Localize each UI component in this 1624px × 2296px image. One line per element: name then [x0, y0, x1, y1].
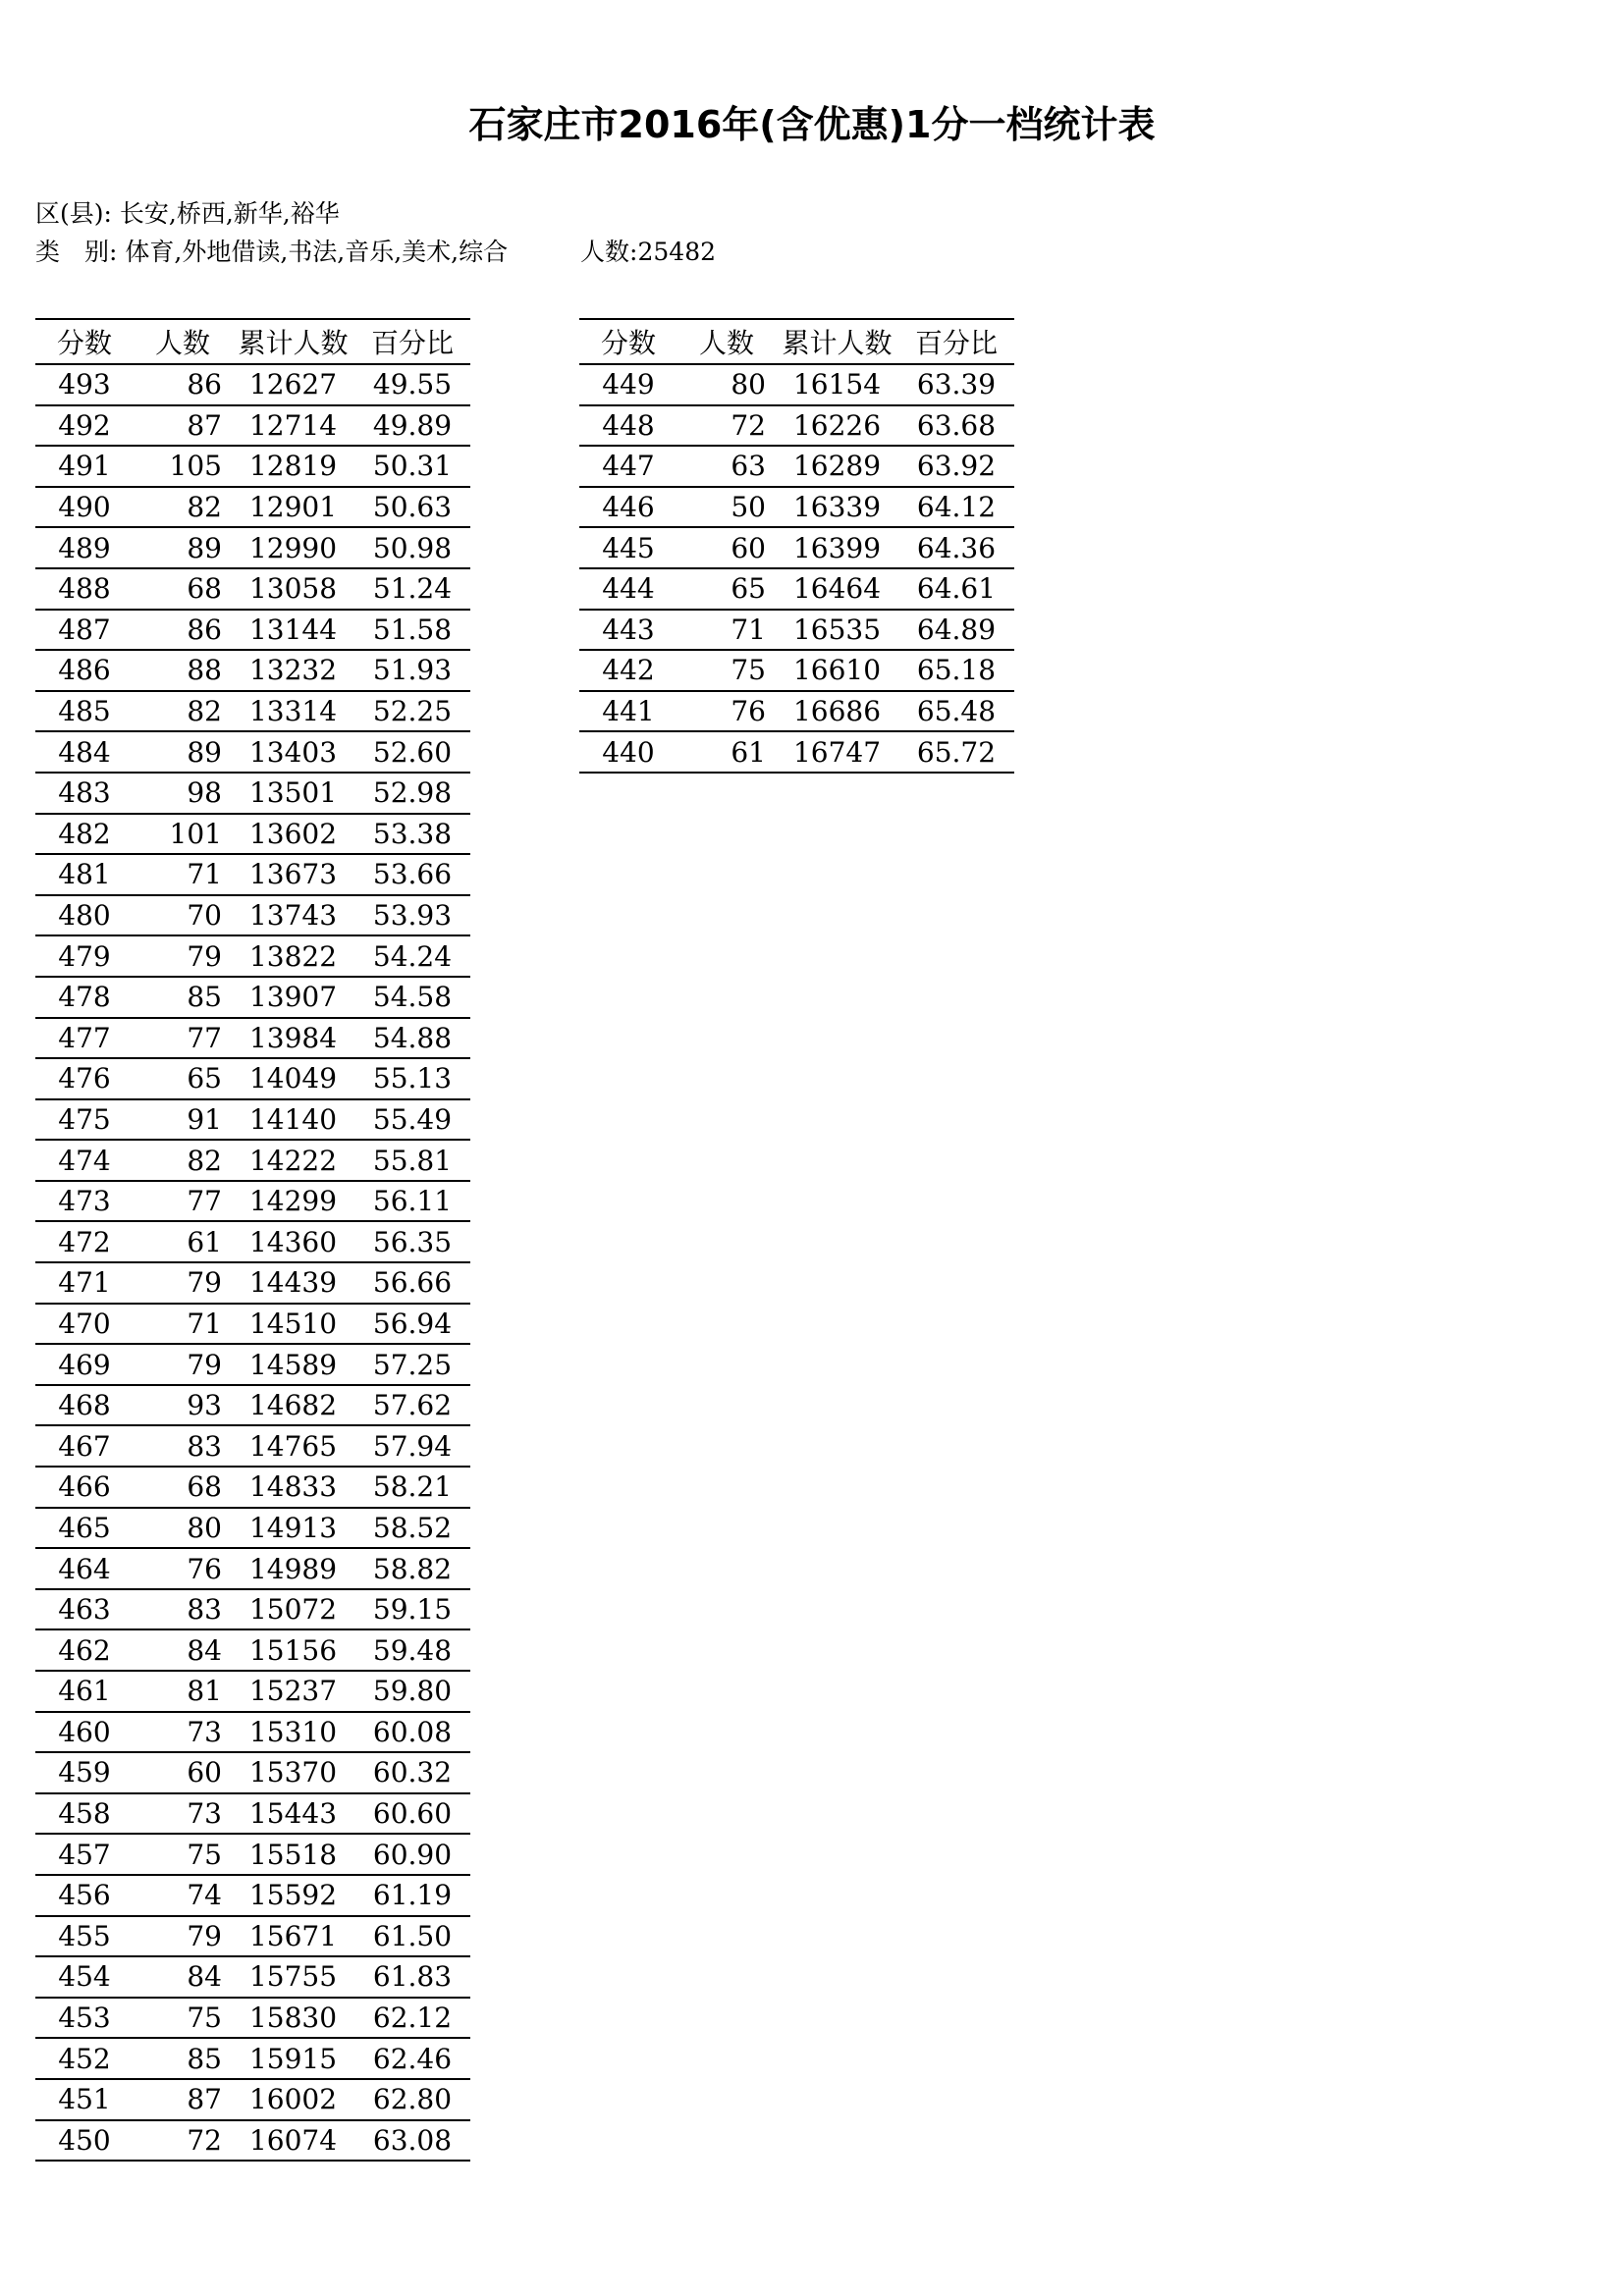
cell-score: 485 — [35, 691, 134, 732]
cell-count: 84 — [134, 1629, 232, 1671]
category-line — [35, 233, 716, 268]
cell-count: 86 — [134, 364, 232, 405]
cell-cumulative: 13907 — [232, 977, 354, 1018]
cell-count: 83 — [134, 1589, 232, 1630]
cell-score: 465 — [35, 1508, 134, 1549]
table-row — [35, 650, 470, 691]
cell-count: 71 — [677, 610, 776, 651]
cell-score: 484 — [35, 731, 134, 773]
cell-percent: 59.15 — [354, 1589, 470, 1630]
cell-cumulative: 16154 — [776, 364, 898, 405]
cell-percent: 58.52 — [354, 1508, 470, 1549]
cell-cumulative: 14913 — [232, 1508, 354, 1549]
cell-percent: 62.12 — [354, 1998, 470, 2039]
header-count: 人数 — [134, 319, 232, 364]
cell-cumulative: 13232 — [232, 650, 354, 691]
header-count: 人数 — [677, 319, 776, 364]
table-row — [35, 1221, 470, 1262]
cell-cumulative: 12901 — [232, 487, 354, 528]
district-value: 长安,桥西,新华,裕华 — [119, 199, 340, 228]
table-row — [35, 1875, 470, 1916]
cell-cumulative: 13314 — [232, 691, 354, 732]
cell-percent: 49.89 — [354, 405, 470, 447]
cell-score: 468 — [35, 1385, 134, 1426]
cell-count: 75 — [677, 650, 776, 691]
cell-percent: 63.08 — [354, 2120, 470, 2162]
cell-count: 61 — [677, 731, 776, 773]
cell-percent: 63.39 — [898, 364, 1014, 405]
cell-percent: 57.62 — [354, 1385, 470, 1426]
cell-count: 77 — [134, 1181, 232, 1222]
cell-count: 76 — [134, 1548, 232, 1589]
cell-percent: 52.25 — [354, 691, 470, 732]
cell-percent: 63.92 — [898, 446, 1014, 487]
cell-cumulative: 16002 — [232, 2079, 354, 2120]
cell-score: 472 — [35, 1221, 134, 1262]
cell-count: 84 — [134, 1956, 232, 1998]
cell-count: 50 — [677, 487, 776, 528]
cell-score: 442 — [579, 650, 677, 691]
cell-cumulative: 13602 — [232, 814, 354, 855]
cell-count: 65 — [134, 1058, 232, 1099]
cell-percent: 50.98 — [354, 527, 470, 568]
cell-cumulative: 12819 — [232, 446, 354, 487]
table-row — [35, 364, 470, 405]
cell-cumulative: 15156 — [232, 1629, 354, 1671]
cell-cumulative: 14360 — [232, 1221, 354, 1262]
cell-score: 486 — [35, 650, 134, 691]
cell-score: 458 — [35, 1793, 134, 1835]
table-row — [35, 1793, 470, 1835]
cell-score: 449 — [579, 364, 677, 405]
cell-score: 467 — [35, 1425, 134, 1467]
cell-score: 480 — [35, 895, 134, 936]
cell-count: 83 — [134, 1425, 232, 1467]
cell-cumulative: 12627 — [232, 364, 354, 405]
count-value: 25482 — [637, 238, 717, 266]
cell-count: 86 — [134, 610, 232, 651]
cell-score: 460 — [35, 1712, 134, 1753]
header-cumulative: 累计人数 — [232, 319, 354, 364]
cell-score: 483 — [35, 773, 134, 814]
cell-percent: 52.60 — [354, 731, 470, 773]
cell-percent: 62.46 — [354, 2038, 470, 2079]
table-row — [579, 568, 1014, 610]
table-row — [35, 895, 470, 936]
cell-count: 72 — [134, 2120, 232, 2162]
score-table-left — [35, 318, 470, 2162]
cell-count: 85 — [134, 2038, 232, 2079]
cell-percent: 51.58 — [354, 610, 470, 651]
table-row — [35, 814, 470, 855]
cell-percent: 54.24 — [354, 935, 470, 977]
cell-cumulative: 14222 — [232, 1140, 354, 1181]
table-row — [35, 1548, 470, 1589]
table-header-row — [35, 319, 470, 364]
cell-cumulative: 14140 — [232, 1099, 354, 1141]
table-row — [35, 1467, 470, 1508]
cell-cumulative: 15518 — [232, 1834, 354, 1875]
cell-percent: 54.88 — [354, 1018, 470, 1059]
cell-count: 68 — [134, 568, 232, 610]
table-row — [579, 650, 1014, 691]
cell-score: 462 — [35, 1629, 134, 1671]
cell-score: 490 — [35, 487, 134, 528]
table-row — [35, 1956, 470, 1998]
cell-score: 440 — [579, 731, 677, 773]
cell-percent: 59.80 — [354, 1671, 470, 1712]
cell-score: 482 — [35, 814, 134, 855]
table-row — [35, 1099, 470, 1141]
table-row — [35, 935, 470, 977]
cell-cumulative: 15237 — [232, 1671, 354, 1712]
cell-cumulative: 14439 — [232, 1262, 354, 1304]
header-score: 分数 — [35, 319, 134, 364]
cell-count: 87 — [134, 2079, 232, 2120]
table-row — [35, 527, 470, 568]
cell-percent: 61.19 — [354, 1875, 470, 1916]
cell-score: 481 — [35, 854, 134, 895]
district-label: 区(县): — [35, 199, 112, 228]
cell-count: 101 — [134, 814, 232, 855]
category-value: 体育,外地借读,书法,音乐,美术,综合 — [125, 238, 509, 266]
cell-cumulative: 15755 — [232, 1956, 354, 1998]
cell-cumulative: 13743 — [232, 895, 354, 936]
cell-count: 98 — [134, 773, 232, 814]
cell-count: 105 — [134, 446, 232, 487]
cell-cumulative: 16399 — [776, 527, 898, 568]
cell-score: 492 — [35, 405, 134, 447]
cell-cumulative: 15830 — [232, 1998, 354, 2039]
table-row — [579, 691, 1014, 732]
cell-percent: 62.80 — [354, 2079, 470, 2120]
cell-count: 89 — [134, 731, 232, 773]
cell-score: 469 — [35, 1344, 134, 1385]
table-row — [579, 610, 1014, 651]
cell-cumulative: 14299 — [232, 1181, 354, 1222]
cell-cumulative: 16226 — [776, 405, 898, 447]
cell-percent: 52.98 — [354, 773, 470, 814]
cell-score: 488 — [35, 568, 134, 610]
cell-score: 475 — [35, 1099, 134, 1141]
cell-cumulative: 14765 — [232, 1425, 354, 1467]
table-header-row — [579, 319, 1014, 364]
table-row — [35, 1385, 470, 1426]
cell-percent: 53.66 — [354, 854, 470, 895]
cell-cumulative: 13501 — [232, 773, 354, 814]
table-row — [35, 568, 470, 610]
cell-cumulative: 14510 — [232, 1304, 354, 1345]
cell-percent: 50.31 — [354, 446, 470, 487]
cell-count: 79 — [134, 1262, 232, 1304]
cell-count: 81 — [134, 1671, 232, 1712]
table-row — [579, 364, 1014, 405]
cell-percent: 61.83 — [354, 1956, 470, 1998]
table-row — [35, 487, 470, 528]
cell-cumulative: 16289 — [776, 446, 898, 487]
table-row — [35, 773, 470, 814]
cell-count: 70 — [134, 895, 232, 936]
cell-percent: 65.72 — [898, 731, 1014, 773]
cell-count: 76 — [677, 691, 776, 732]
cell-cumulative: 15370 — [232, 1752, 354, 1793]
cell-score: 479 — [35, 935, 134, 977]
cell-cumulative: 16339 — [776, 487, 898, 528]
cell-cumulative: 14989 — [232, 1548, 354, 1589]
table-row — [35, 691, 470, 732]
cell-cumulative: 15072 — [232, 1589, 354, 1630]
category-label: 类 别: — [35, 238, 118, 266]
cell-percent: 53.38 — [354, 814, 470, 855]
table-row — [35, 1508, 470, 1549]
count-label: 人数: — [580, 238, 638, 266]
table-row — [35, 2079, 470, 2120]
cell-score: 478 — [35, 977, 134, 1018]
table-row — [35, 610, 470, 651]
cell-percent: 51.24 — [354, 568, 470, 610]
cell-score: 456 — [35, 1875, 134, 1916]
cell-count: 89 — [134, 527, 232, 568]
table-row — [35, 1916, 470, 1957]
cell-score: 463 — [35, 1589, 134, 1630]
table-row — [35, 2038, 470, 2079]
table-row — [35, 1589, 470, 1630]
cell-cumulative: 13403 — [232, 731, 354, 773]
cell-percent: 50.63 — [354, 487, 470, 528]
cell-cumulative: 15915 — [232, 2038, 354, 2079]
table-row — [35, 731, 470, 773]
cell-count: 88 — [134, 650, 232, 691]
cell-percent: 59.48 — [354, 1629, 470, 1671]
cell-percent: 56.11 — [354, 1181, 470, 1222]
cell-percent: 57.94 — [354, 1425, 470, 1467]
cell-count: 91 — [134, 1099, 232, 1141]
cell-percent: 51.93 — [354, 650, 470, 691]
cell-score: 477 — [35, 1018, 134, 1059]
table-row — [35, 1998, 470, 2039]
cell-cumulative: 13673 — [232, 854, 354, 895]
table-row — [579, 446, 1014, 487]
cell-score: 452 — [35, 2038, 134, 2079]
cell-count: 73 — [134, 1793, 232, 1835]
cell-count: 80 — [134, 1508, 232, 1549]
table-row — [35, 1181, 470, 1222]
page-title: 石家庄市2016年(含优惠)1分一档统计表 — [468, 103, 1156, 146]
cell-percent: 65.18 — [898, 650, 1014, 691]
table-row — [35, 1425, 470, 1467]
cell-cumulative: 14833 — [232, 1467, 354, 1508]
cell-score: 451 — [35, 2079, 134, 2120]
cell-count: 93 — [134, 1385, 232, 1426]
cell-score: 455 — [35, 1916, 134, 1957]
cell-cumulative: 16610 — [776, 650, 898, 691]
table-row — [35, 1671, 470, 1712]
cell-cumulative: 13058 — [232, 568, 354, 610]
cell-count: 82 — [134, 487, 232, 528]
table-row — [35, 1629, 470, 1671]
cell-cumulative: 14049 — [232, 1058, 354, 1099]
cell-percent: 57.25 — [354, 1344, 470, 1385]
cell-score: 457 — [35, 1834, 134, 1875]
cell-count: 79 — [134, 1916, 232, 1957]
cell-percent: 55.13 — [354, 1058, 470, 1099]
cell-percent: 56.35 — [354, 1221, 470, 1262]
cell-count: 65 — [677, 568, 776, 610]
cell-count: 74 — [134, 1875, 232, 1916]
header-score: 分数 — [579, 319, 677, 364]
cell-percent: 64.89 — [898, 610, 1014, 651]
cell-score: 493 — [35, 364, 134, 405]
cell-cumulative: 14589 — [232, 1344, 354, 1385]
cell-cumulative: 15310 — [232, 1712, 354, 1753]
cell-percent: 65.48 — [898, 691, 1014, 732]
cell-count: 77 — [134, 1018, 232, 1059]
cell-cumulative: 15443 — [232, 1793, 354, 1835]
table-row — [35, 854, 470, 895]
table-row — [579, 527, 1014, 568]
cell-score: 470 — [35, 1304, 134, 1345]
cell-cumulative: 16686 — [776, 691, 898, 732]
table-row — [35, 1304, 470, 1345]
cell-score: 453 — [35, 1998, 134, 2039]
cell-percent: 61.50 — [354, 1916, 470, 1957]
cell-cumulative: 13144 — [232, 610, 354, 651]
table-row — [579, 731, 1014, 773]
cell-count: 73 — [134, 1712, 232, 1753]
cell-count: 63 — [677, 446, 776, 487]
cell-percent: 58.82 — [354, 1548, 470, 1589]
cell-score: 441 — [579, 691, 677, 732]
cell-cumulative: 16535 — [776, 610, 898, 651]
cell-score: 476 — [35, 1058, 134, 1099]
cell-cumulative: 16464 — [776, 568, 898, 610]
cell-count: 79 — [134, 1344, 232, 1385]
table-row — [35, 1140, 470, 1181]
cell-count: 68 — [134, 1467, 232, 1508]
cell-score: 459 — [35, 1752, 134, 1793]
cell-percent: 55.49 — [354, 1099, 470, 1141]
table-row — [35, 1752, 470, 1793]
cell-percent: 58.21 — [354, 1467, 470, 1508]
table-row — [35, 1712, 470, 1753]
cell-percent: 60.90 — [354, 1834, 470, 1875]
cell-score: 454 — [35, 1956, 134, 1998]
cell-cumulative: 13984 — [232, 1018, 354, 1059]
cell-score: 446 — [579, 487, 677, 528]
cell-count: 60 — [677, 527, 776, 568]
cell-score: 487 — [35, 610, 134, 651]
table-row — [35, 977, 470, 1018]
header-percent: 百分比 — [898, 319, 1014, 364]
cell-count: 75 — [134, 1834, 232, 1875]
cell-percent: 56.66 — [354, 1262, 470, 1304]
cell-percent: 60.08 — [354, 1712, 470, 1753]
cell-cumulative: 14682 — [232, 1385, 354, 1426]
cell-count: 80 — [677, 364, 776, 405]
table-row — [35, 1834, 470, 1875]
cell-cumulative: 15671 — [232, 1916, 354, 1957]
cell-score: 447 — [579, 446, 677, 487]
cell-score: 489 — [35, 527, 134, 568]
table-row — [35, 405, 470, 447]
score-table-right — [579, 318, 1014, 774]
cell-score: 448 — [579, 405, 677, 447]
cell-count: 82 — [134, 1140, 232, 1181]
header-cumulative: 累计人数 — [776, 319, 898, 364]
cell-count: 82 — [134, 691, 232, 732]
cell-count: 60 — [134, 1752, 232, 1793]
cell-percent: 64.61 — [898, 568, 1014, 610]
cell-cumulative: 16747 — [776, 731, 898, 773]
cell-count: 71 — [134, 1304, 232, 1345]
cell-cumulative: 15592 — [232, 1875, 354, 1916]
cell-percent: 64.12 — [898, 487, 1014, 528]
cell-percent: 55.81 — [354, 1140, 470, 1181]
cell-percent: 53.93 — [354, 895, 470, 936]
table-row — [35, 1262, 470, 1304]
cell-percent: 54.58 — [354, 977, 470, 1018]
table-row — [35, 1058, 470, 1099]
cell-percent: 63.68 — [898, 405, 1014, 447]
cell-count: 75 — [134, 1998, 232, 2039]
cell-cumulative: 12990 — [232, 527, 354, 568]
cell-cumulative: 13822 — [232, 935, 354, 977]
header-percent: 百分比 — [354, 319, 470, 364]
cell-score: 464 — [35, 1548, 134, 1589]
cell-count: 61 — [134, 1221, 232, 1262]
cell-count: 79 — [134, 935, 232, 977]
cell-percent: 49.55 — [354, 364, 470, 405]
table-row — [35, 446, 470, 487]
table-row — [579, 487, 1014, 528]
cell-percent: 56.94 — [354, 1304, 470, 1345]
table-row — [35, 1018, 470, 1059]
cell-score: 461 — [35, 1671, 134, 1712]
cell-score: 445 — [579, 527, 677, 568]
district-line — [35, 194, 340, 230]
cell-score: 444 — [579, 568, 677, 610]
cell-score: 474 — [35, 1140, 134, 1181]
cell-score: 443 — [579, 610, 677, 651]
cell-percent: 64.36 — [898, 527, 1014, 568]
table-row — [579, 405, 1014, 447]
cell-score: 471 — [35, 1262, 134, 1304]
cell-percent: 60.60 — [354, 1793, 470, 1835]
cell-count: 71 — [134, 854, 232, 895]
table-row — [35, 1344, 470, 1385]
cell-score: 491 — [35, 446, 134, 487]
cell-count: 72 — [677, 405, 776, 447]
cell-cumulative: 12714 — [232, 405, 354, 447]
cell-score: 450 — [35, 2120, 134, 2162]
cell-score: 466 — [35, 1467, 134, 1508]
cell-count: 85 — [134, 977, 232, 1018]
cell-percent: 60.32 — [354, 1752, 470, 1793]
cell-cumulative: 16074 — [232, 2120, 354, 2162]
table-row — [35, 2120, 470, 2162]
cell-score: 473 — [35, 1181, 134, 1222]
cell-count: 87 — [134, 405, 232, 447]
